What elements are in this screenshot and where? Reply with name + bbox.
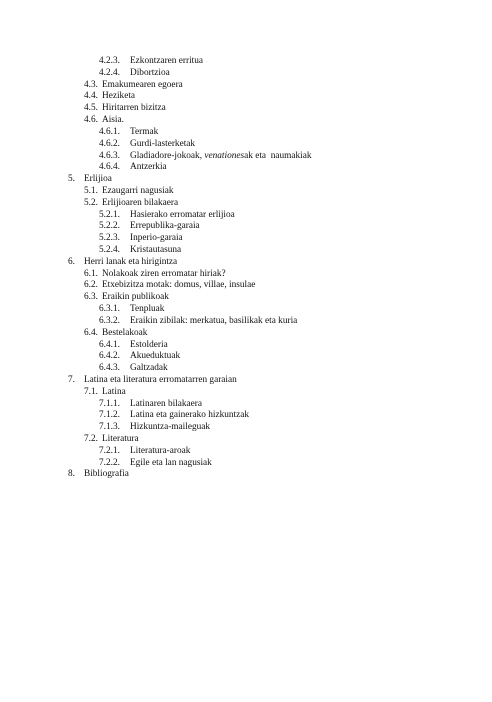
toc-entry-title: Eraikin zibilak: merkatua, basilikak eta kuria (130, 315, 298, 326)
toc-entry-number: 5.2.2. (99, 221, 120, 232)
toc-entry-title: Eraikin publikoak (102, 292, 169, 303)
toc-entry (0, 68, 492, 80)
toc-entry-number: 4.6.3. (99, 150, 120, 161)
toc-entry (0, 340, 492, 352)
toc-entry-number: 6. (68, 256, 75, 267)
toc-entry (0, 221, 492, 233)
toc-entry-number: 4.6.2. (99, 138, 120, 149)
toc-entry-number: 6.3. (84, 292, 98, 303)
toc-entry-title: Galtzadak (130, 363, 168, 374)
toc-entry (0, 80, 492, 92)
toc-entry-number: 5.2.4. (99, 245, 120, 255)
toc-entry-title: Hizkuntza-maileguak (130, 422, 211, 433)
toc-entry-title: Herri lanak eta hirigintza (84, 256, 178, 267)
toc-entry-title: Ezkontzaren erritua (130, 56, 204, 66)
toc-entry-number: 6.1. (84, 268, 98, 279)
toc-entry-title-part: ak eta naumakiak (244, 150, 312, 161)
toc-entry-title: Latina eta gainerako hizkuntzak (130, 410, 249, 421)
toc-entry (0, 387, 492, 399)
toc-entry (0, 233, 492, 245)
toc-entry-number: 7. (68, 374, 75, 385)
toc-entry-number: 7.1. (84, 386, 98, 397)
toc-entry-title: Bestelakoak (102, 327, 148, 338)
toc-entry-title-part: Gladiadore-jokoak, (130, 150, 205, 161)
toc-entry (0, 304, 492, 316)
toc-entry-title: Hasierako erromatar erlijioa (130, 209, 235, 220)
toc-entry (0, 91, 492, 103)
toc-entry-number: 4.6.4. (99, 162, 120, 173)
toc-entry (0, 434, 492, 446)
toc-entry-title: Antzerkia (130, 162, 167, 173)
toc-entry (0, 328, 492, 340)
toc-entry-number: 5. (68, 174, 75, 185)
toc-entry (0, 446, 492, 458)
toc-entry-number: 8. (68, 469, 75, 480)
toc-entry-title-italic: venationes (204, 150, 245, 161)
toc-entry-number: 6.3.2. (99, 315, 120, 326)
toc-entry (0, 210, 492, 222)
toc-entry (0, 127, 492, 139)
toc-entry (0, 162, 492, 174)
toc-entry-title: Latina (102, 386, 126, 397)
toc-entry (0, 186, 492, 198)
toc-entry (0, 103, 492, 115)
toc-entry (0, 422, 492, 434)
toc-entry-title: Kristautasuna (130, 245, 182, 255)
toc-entry-number: 7.2.1. (99, 445, 120, 456)
toc-entry (0, 399, 492, 411)
toc-entry-title: Emakumearen egoera (102, 79, 183, 90)
toc-entry-title: Literatura-aroak (130, 445, 191, 456)
toc-entry-title: Inperio-garaia (130, 233, 183, 244)
toc-entry-number: 4.6. (84, 115, 98, 126)
toc-entry (0, 115, 492, 127)
toc-entry-title: Latina eta literatura erromatarren garaian (84, 374, 237, 385)
toc-entry (0, 375, 492, 387)
toc-entry-title: Gurdi-lasterketak (130, 138, 196, 149)
toc-entry-number: 4.3. (84, 79, 98, 90)
toc-entry-title: Egile eta lan nagusiak (130, 457, 212, 468)
toc-entry-title: Etxebizitza motak: domus, villae, insulae (102, 280, 256, 291)
toc-entry-title: Tenpluak (130, 304, 165, 315)
toc-entry (0, 458, 492, 470)
toc-entry-title: Literatura (102, 434, 139, 444)
toc-entry-title: Akueduktuak (130, 351, 181, 362)
toc-entry-title: Erlijioaren bilakaera (102, 197, 179, 208)
toc-entry-title: Dibortzioa (130, 67, 170, 78)
toc-entry (0, 292, 492, 304)
toc-entry-number: 6.4. (84, 327, 98, 338)
toc-entry-number: 4.5. (84, 103, 98, 114)
toc-entry (0, 269, 492, 281)
toc-entry-title: Errepublika-garaia (130, 221, 200, 232)
toc-entry (0, 469, 492, 481)
toc-entry-number: 7.2. (84, 434, 98, 444)
toc-entry-title: Estolderia (130, 339, 168, 350)
toc-entry (0, 198, 492, 210)
toc-entry-number: 5.2. (84, 197, 98, 208)
toc-entry (0, 151, 492, 163)
toc-entry-number: 6.2. (84, 280, 98, 291)
toc-entry (0, 316, 492, 328)
toc-entry-title: Termak (130, 126, 159, 137)
toc-entry-title: Hiritarren bizitza (102, 103, 166, 114)
toc-entry-number: 4.6.1. (99, 126, 120, 137)
toc-entry-title: Ezaugarri nagusiak (102, 185, 174, 196)
toc-entry (0, 139, 492, 151)
toc-entry-number: 5.2.1. (99, 209, 120, 220)
toc-entry-number: 4.4. (84, 91, 98, 102)
toc-entry-number: 6.4.1. (99, 339, 120, 350)
toc-entry-number: 6.4.2. (99, 351, 120, 362)
table-of-contents (0, 56, 492, 481)
toc-entry (0, 351, 492, 363)
toc-entry (0, 257, 492, 269)
toc-entry-number: 4.2.3. (99, 56, 120, 66)
toc-entry (0, 245, 492, 257)
toc-entry-number: 4.2.4. (99, 67, 120, 78)
toc-entry-number: 7.2.2. (99, 457, 120, 468)
toc-entry-number: 7.1.2. (99, 410, 120, 421)
toc-entry-title: Heziketa (102, 91, 136, 102)
toc-entry-number: 5.1. (84, 185, 98, 196)
toc-entry-title: Nolakoak ziren erromatar hiriak? (102, 268, 226, 279)
toc-entry (0, 56, 492, 68)
toc-entry-number: 6.4.3. (99, 363, 120, 374)
toc-entry-title: Aisia. (102, 115, 124, 126)
toc-entry-title (130, 151, 312, 163)
toc-entry-title: Bibliografia (84, 469, 129, 480)
toc-entry-number: 6.3.1. (99, 304, 120, 315)
toc-entry-number: 7.1.1. (99, 398, 120, 409)
toc-entry-title: Latinaren bilakaera (130, 398, 203, 409)
toc-entry-number: 7.1.3. (99, 422, 120, 433)
toc-entry (0, 363, 492, 375)
toc-entry (0, 174, 492, 186)
toc-entry (0, 410, 492, 422)
toc-entry-number: 5.2.3. (99, 233, 120, 244)
toc-entry (0, 280, 492, 292)
toc-entry-title: Erlijioa (84, 174, 112, 185)
